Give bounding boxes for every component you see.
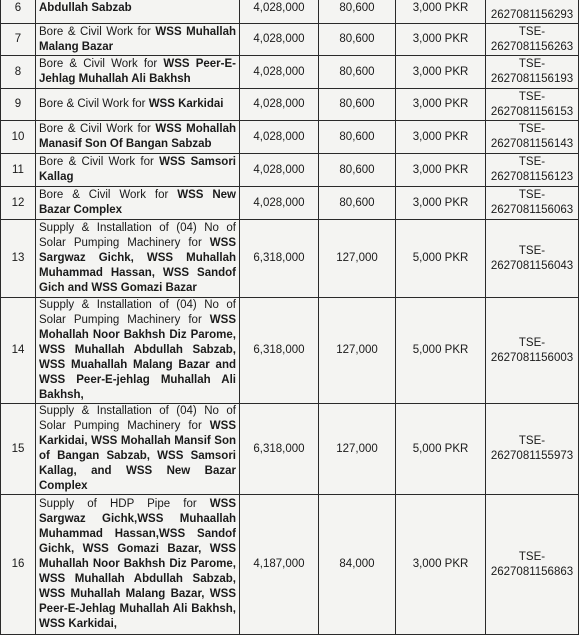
tse-number bbox=[486, 220, 579, 298]
description-prefix: Supply & Installation of (04) No of Solar Pumping Machinery for bbox=[39, 299, 236, 326]
row-number: 6 bbox=[1, 0, 36, 24]
tse-prefix: TSE- bbox=[518, 336, 546, 349]
tender-fee: 3,000 PKR bbox=[396, 495, 486, 635]
tse-prefix: TSE- bbox=[518, 156, 546, 168]
table-row bbox=[1, 404, 579, 495]
description-bold: WSS Peer-E-Jehlag Muhallah Ali Bakhsh bbox=[39, 58, 236, 85]
security-amount: 80,600 bbox=[319, 56, 396, 89]
table-row bbox=[1, 187, 579, 220]
description-prefix: Bore & Civil Work for bbox=[39, 123, 156, 135]
tse-prefix: TSE- bbox=[518, 244, 546, 257]
work-description bbox=[36, 56, 240, 89]
tse-code: 2627081156863 bbox=[490, 565, 574, 578]
row-number: 9 bbox=[1, 89, 36, 121]
security-amount: 80,600 bbox=[319, 0, 396, 24]
tse-code: 2627081156063 bbox=[490, 204, 574, 216]
row-number: 15 bbox=[1, 404, 36, 495]
estimated-cost: 6,318,000 bbox=[240, 220, 319, 298]
tse-prefix: TSE- bbox=[518, 25, 546, 38]
estimated-cost: 4,028,000 bbox=[240, 187, 319, 220]
tse-prefix: TSE- bbox=[518, 550, 546, 563]
estimated-cost: 4,028,000 bbox=[240, 154, 319, 187]
estimated-cost: 4,187,000 bbox=[240, 495, 319, 635]
row-number: 13 bbox=[1, 220, 36, 298]
security-amount: 127,000 bbox=[319, 298, 396, 404]
estimated-cost: 6,318,000 bbox=[240, 404, 319, 495]
row-number: 7 bbox=[1, 24, 36, 56]
table-row bbox=[1, 121, 579, 154]
tse-code: 2627081156123 bbox=[490, 171, 574, 183]
tender-fee: 5,000 PKR bbox=[396, 404, 486, 495]
table-row bbox=[1, 298, 579, 404]
description-prefix: Bore & Civil Work for bbox=[39, 98, 149, 110]
work-description bbox=[36, 24, 240, 56]
tse-number bbox=[486, 154, 579, 187]
description-bold: WSS Muhallah Malang Bazar bbox=[39, 25, 236, 53]
description-bold: WSS Sargwaz Gichk,WSS Muhaallah Muhammad Hassan,WSS Sandof Gichk, WSS Gomazi Bazar, WSS Muhallah Noor Bakhsh Diz Parome, WSS Muhallah Abdullah Sabzab, WSS Muhallah Malang Bazar, WSS Peer-E-Jehlag Muhallah Ali Bakhsh, WSS Karkidai, bbox=[39, 498, 236, 630]
work-description bbox=[36, 0, 240, 24]
tse-number bbox=[486, 121, 579, 154]
tender-fee: 3,000 PKR bbox=[396, 154, 486, 187]
tse-prefix: TSE- bbox=[518, 189, 546, 201]
security-amount: 80,600 bbox=[319, 121, 396, 154]
tse-number bbox=[486, 404, 579, 495]
tse-number bbox=[486, 495, 579, 635]
description-bold: WSS Mohallah Manasif Son Of Bangan Sabzab bbox=[39, 123, 236, 150]
tse-code: 2627081155973 bbox=[490, 450, 574, 462]
tse-prefix: TSE- bbox=[518, 123, 546, 135]
tse-code: 2627081156263 bbox=[490, 40, 574, 53]
description-bold: WSS Sargwaz Gichk, WSS Muhallah Muhammad Hassan, WSS Sandof Gich and WSS Gomazi Bazar bbox=[39, 237, 236, 294]
description-bold: WSS Mohallah Noor Bakhsh Diz Parome, WSS Muhallah Abdullah Sabzab, WSS Muahallah Malang Bazar and WSS Peer-E-jehlag Muhallah Ali Bakhsh, bbox=[39, 314, 236, 401]
tse-code: 2627081156143 bbox=[490, 138, 574, 150]
estimated-cost: 4,028,000 bbox=[240, 0, 319, 24]
description-prefix: Supply & Installation of (04) No of Solar Pumping Machinery for bbox=[39, 405, 236, 432]
work-description bbox=[36, 404, 240, 495]
security-amount: 80,600 bbox=[319, 154, 396, 187]
tse-number bbox=[486, 89, 579, 121]
security-amount: 127,000 bbox=[319, 220, 396, 298]
estimated-cost: 4,028,000 bbox=[240, 56, 319, 89]
table-row bbox=[1, 154, 579, 187]
tse-number bbox=[486, 298, 579, 404]
tender-fee: 3,000 PKR bbox=[396, 56, 486, 89]
tse-prefix: TSE- bbox=[518, 90, 546, 103]
work-description bbox=[36, 495, 240, 635]
tse-number bbox=[486, 24, 579, 56]
security-amount: 80,600 bbox=[319, 24, 396, 56]
tse-prefix: TSE- bbox=[518, 58, 546, 70]
table-row bbox=[1, 24, 579, 56]
tender-fee: 3,000 PKR bbox=[396, 0, 486, 24]
work-description bbox=[36, 187, 240, 220]
security-amount: 80,600 bbox=[319, 89, 396, 121]
description-prefix: Supply of HDP Pipe for bbox=[39, 498, 210, 510]
estimated-cost: 4,028,000 bbox=[240, 89, 319, 121]
description-bold: Abdullah Sabzab bbox=[39, 1, 132, 14]
description-prefix: Supply & Installation of (04) No of Solar Pumping Machinery for bbox=[39, 222, 236, 249]
description-bold: WSS Samsori Kallag bbox=[39, 156, 236, 183]
work-description bbox=[36, 121, 240, 154]
row-number: 16 bbox=[1, 495, 36, 635]
description-prefix: Bore & Civil Work for bbox=[39, 189, 178, 201]
row-number: 10 bbox=[1, 121, 36, 154]
tender-fee: 3,000 PKR bbox=[396, 89, 486, 121]
security-amount: 84,000 bbox=[319, 495, 396, 635]
description-prefix: Bore & Civil Work for bbox=[39, 156, 160, 168]
work-description bbox=[36, 154, 240, 187]
description-bold: WSS Karkidai, WSS Mohallah Mansif Son of Bangan Sabzab, WSS Samsori Kallag, and WSS New Bazar Complex bbox=[39, 420, 236, 492]
row-number: 14 bbox=[1, 298, 36, 404]
tse-number bbox=[486, 0, 579, 24]
table-row bbox=[1, 56, 579, 89]
tse-code: 2627081156193 bbox=[490, 73, 574, 85]
work-description bbox=[36, 220, 240, 298]
tse-code: 2627081156003 bbox=[490, 351, 574, 364]
description-prefix: Bore & Civil Work for bbox=[39, 25, 156, 38]
tse-code: 2627081156043 bbox=[490, 259, 574, 272]
description-bold: WSS New Bazar Complex bbox=[39, 189, 236, 216]
tse-prefix: TSE- bbox=[518, 435, 546, 447]
tender-fee: 3,000 PKR bbox=[396, 121, 486, 154]
description-bold: WSS Karkidai bbox=[148, 98, 224, 110]
table-row bbox=[1, 89, 579, 121]
estimated-cost: 4,028,000 bbox=[240, 121, 319, 154]
tender-fee: 5,000 PKR bbox=[396, 298, 486, 404]
description-prefix: Bore & Civil Work for bbox=[39, 58, 164, 70]
tse-code: 2627081156293 bbox=[490, 9, 574, 21]
estimated-cost: 6,318,000 bbox=[240, 298, 319, 404]
row-number: 12 bbox=[1, 187, 36, 220]
tse-code: 2627081156153 bbox=[490, 105, 574, 118]
row-number: 11 bbox=[1, 154, 36, 187]
table-row bbox=[1, 0, 579, 24]
table-row bbox=[1, 220, 579, 298]
security-amount: 80,600 bbox=[319, 187, 396, 220]
security-amount: 127,000 bbox=[319, 404, 396, 495]
work-description bbox=[36, 298, 240, 404]
tender-fee: 3,000 PKR bbox=[396, 187, 486, 220]
row-number: 8 bbox=[1, 56, 36, 89]
tender-fee: 5,000 PKR bbox=[396, 220, 486, 298]
tender-table-body bbox=[1, 0, 579, 635]
tender-fee: 3,000 PKR bbox=[396, 24, 486, 56]
estimated-cost: 4,028,000 bbox=[240, 24, 319, 56]
tse-number bbox=[486, 56, 579, 89]
table-row bbox=[1, 495, 579, 635]
tse-number bbox=[486, 187, 579, 220]
work-description bbox=[36, 89, 240, 121]
